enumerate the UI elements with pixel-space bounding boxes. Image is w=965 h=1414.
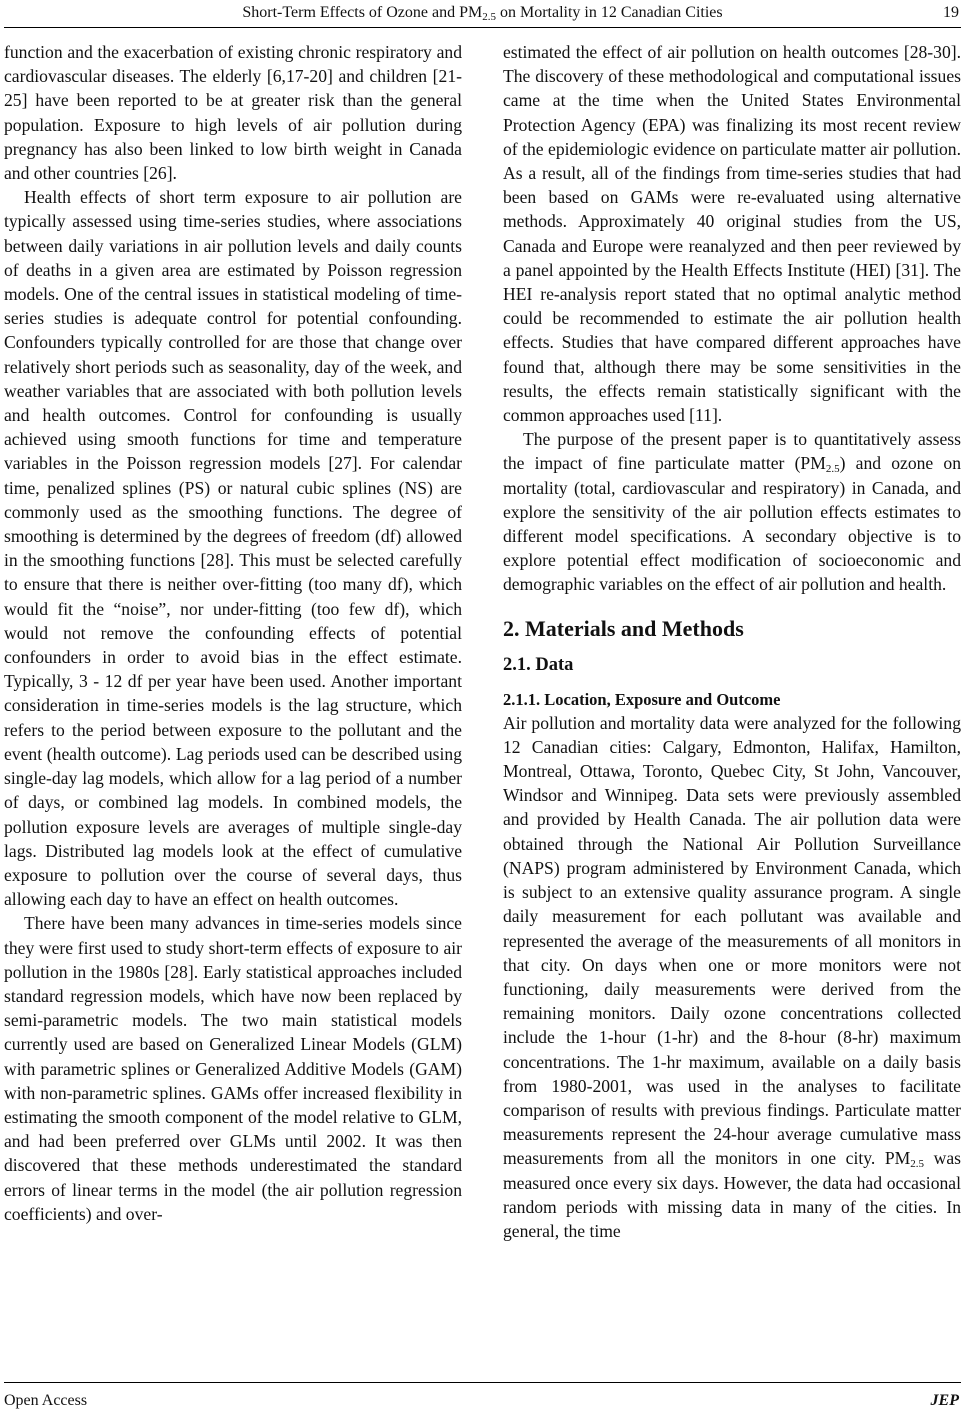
header-rule <box>4 27 961 28</box>
subscript: 2.5 <box>910 1158 925 1171</box>
running-title-text: Short-Term Effects of Ozone and PM <box>242 4 483 21</box>
footer-journal-abbrev: JEP <box>930 1392 959 1409</box>
paragraph: Health effects of short term exposure to air pollution are typically assessed using time-series studies, where associations between daily variations in air pollution levels and daily counts of deaths in a given area are estimated by Poisson regression models. One of the central issues in statistical modeling of time-series studies is adequate control for potential confounding. Confounders typically controlled for are those that change over relatively short periods such as seasonality, day of the week, and weather variables that are associated with both pollution levels and health outcomes. Control for confounding is usually achieved using smooth functions for time and temperature variables in the Poisson regression models [27]. For calendar time, penalized splines (PS) or natural cubic splines (NS) are commonly used as the smoothing functions. The degree of smoothing is determined by the degrees of freedom (df) allowed in the smoothing functions [28]. This must be selected carefully to ensure that there is neither over-fitting (too many df), which would fit the “noise”, nor under-fitting (too few df), which would not remove the confounding effects of potential confounders in order to avoid bias in the effect estimate. Typically, 3 - 12 df per year have been used. Another important consideration in time-series models is the lag structure, which refers to the period between exposure to the pollutant and the event (health outcome). Lag periods used can be described using single-day lag models, which allow for a lag period of a number of days, or combined lag models. In combined models, the pollution exposure levels are averages of multiple single-day lags. Distributed lag models look at the effect of cumulative exposure to pollution over the course of several days, thus allowing each day to have an effect on health outcomes. <box>4 187 462 910</box>
paragraph: function and the exacerbation of existing chronic respiratory and cardiovascular diseases. The elderly [6,17-20] and children [21-25] have been reported to be at greater risk than the general population. Exposure to high levels of air pollution during pregnancy has also been linked to low birth weight in Canada and other countries [26]. <box>4 42 462 184</box>
paragraph <box>503 711 961 1243</box>
page-header <box>0 0 965 30</box>
left-column <box>4 40 462 1226</box>
footer-rule <box>4 1382 961 1383</box>
footer-open-access: Open Access <box>4 1392 88 1409</box>
section-heading: 2. Materials and Methods <box>503 615 744 641</box>
subsection-heading: 2.1. Data <box>503 654 574 675</box>
subsubsection-heading: 2.1.1. Location, Exposure and Outcome <box>503 689 781 709</box>
paragraph: estimated the effect of air pollution on health outcomes [28-30]. The discovery of these methodological and computational issues came at the time when the United States Environmental Protection Agency (EPA) was finalizing its most recent review of the epidemiologic evidence on particulate matter air pollution. As a result, all of the findings from time-series studies that had been based on GAMs were re-evaluated using alternative methods. Approximately 40 original studies from the US, Canada and Europe were reanalyzed and then peer reviewed by a panel appointed by the Health Effects Institute (HEI) [31]. The HEI re-analysis report stated that no optimal analytic method could be recommended to estimate the air pollution health effects. Studies that have compared different approaches have found that, although there may be some sensitivities in the results, the effects remain statistically significant with the common approaches used [11]. <box>503 42 961 426</box>
paragraph-text: Air pollution and mortality data were analyzed for the following 12 Canadian cities: Calgary, Edmonton, Halifax, Hamilton, Montreal, Ottawa, Toronto, Quebec City, St John, Vancouver, Windsor and Winnipeg. Data sets were previously assembled and provided by Health Canada. The air pollution data were obtained through the National Air Pollution Surveillance (NAPS) program administered by Environment Canada, which is subject to an extensive quality assurance program. A single daily measurement for each pollutant was available and represented the average of the measurements of all monitors in that city. On days when one or more monitors were not functioning, daily measurements were derived from the remaining monitors. Daily ozone concentrations collected include the 1-hour (1-hr) and the 8-hour (8-hr) maximum concentrations. The 1-hr maximum, available on a daily basis from 1980-2001, was used in the analyses to facilitate comparison of results with previous findings. Particulate matter measurements represent the 24-hour average cumulative mass measurements from all the monitors in one city. PM <box>503 712 961 1169</box>
paragraph-text: The purpose of the present paper is to quantitatively assess the impact of fine particulate matter (PM <box>503 429 961 474</box>
running-title-text-end: on Mortality in 12 Canadian Cities <box>495 4 723 21</box>
paragraph-text: was measured once every six days. However, the data had occasional random periods with missing data in many of the cities. In general, the time <box>503 1148 961 1241</box>
running-title-subscript: 2.5 <box>482 11 496 23</box>
subscript: 2.5 <box>825 463 840 476</box>
page-footer <box>0 1372 965 1414</box>
paragraph-text: ) and ozone on mortality (total, cardiovascular and respiratory) in Canada, and explore the sensitivity of the air pollution effects estimates to different model specifications. A secondary objective is to explore potential effect modification of socioeconomic and demographic variables on the effect of air pollution and health. <box>503 453 961 595</box>
page-number: 19 <box>943 4 959 21</box>
paragraph: There have been many advances in time-series models since they were first used to study short-term effects of exposure to air pollution in the 1980s [28]. Early statistical approaches included standard regression models, which have now been replaced by semi-parametric models. The two main statistical models currently used are based on Generalized Linear Models (GLM) with parametric splines or Generalized Additive Models (GAM) with non-parametric splines. GAMs offer increased flexibility in estimating the smooth component of the model relative to GLM, and had been preferred over GLMs until 2002. It was then discovered that these methods underestimated the standard errors of linear terms in the model (the air pollution regression coefficients) and over- <box>4 913 462 1224</box>
running-title <box>0 4 965 22</box>
right-column <box>503 40 961 1243</box>
paragraph <box>503 427 961 596</box>
